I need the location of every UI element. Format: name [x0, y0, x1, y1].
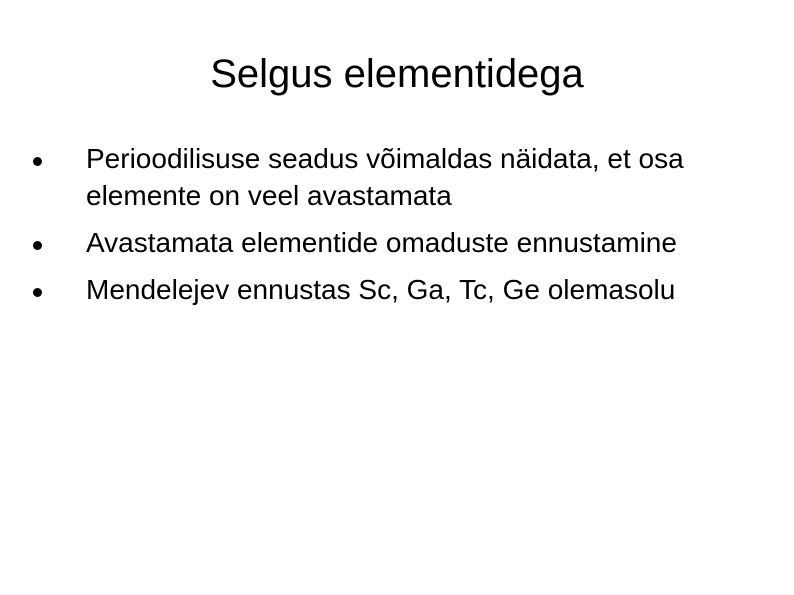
slide-title: Selgus elementidega: [210, 52, 584, 96]
bullet-text: Perioodilisuse seadus võimaldas näidata, et osa elemente on veel avastamata: [86, 143, 684, 211]
bullet-item: [0, 140, 726, 214]
bullet-dot-icon: [33, 241, 42, 250]
bullet-text: Mendelejev ennustas Sc, Ga, Tc, Ge olemasolu: [86, 274, 676, 305]
bullet-item: [0, 271, 726, 308]
bullet-item: [0, 224, 726, 261]
bullet-dot-icon: [33, 157, 42, 166]
bullet-text: Avastamata elementide omaduste ennustamine: [86, 227, 677, 258]
bullet-dot-icon: [33, 288, 42, 297]
bullet-list: [0, 140, 794, 318]
